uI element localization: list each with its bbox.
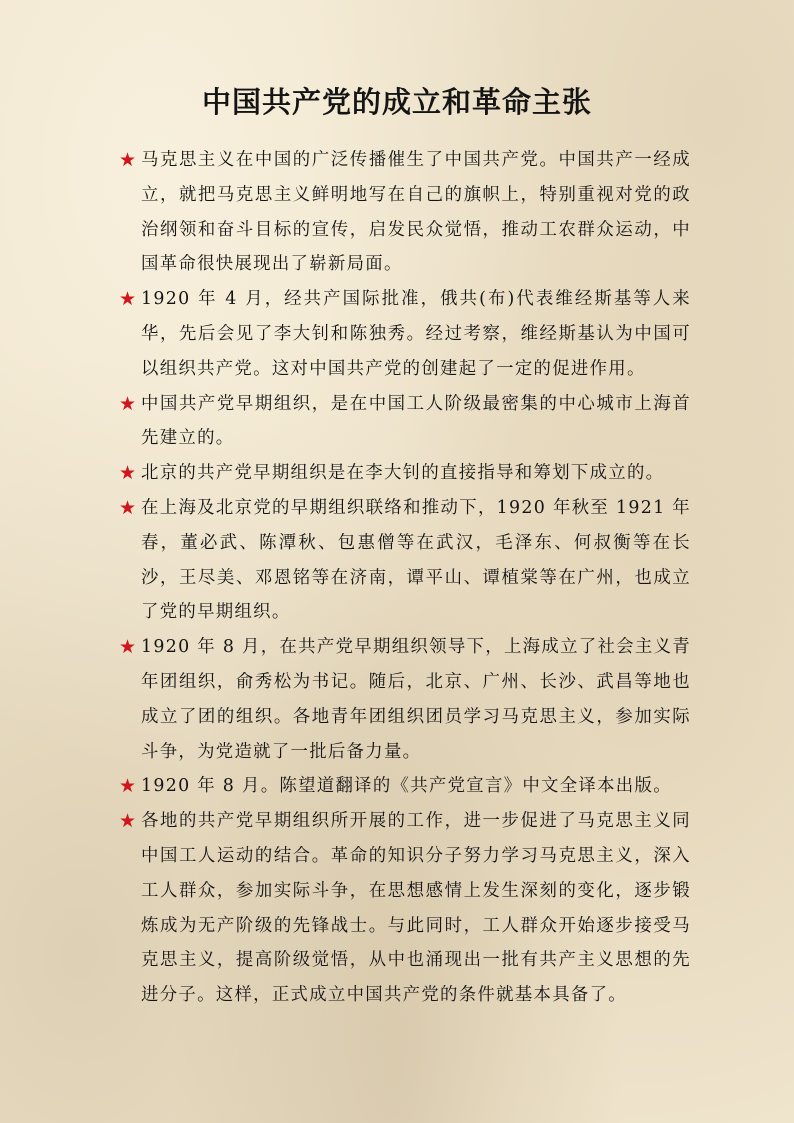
star-icon: ★	[119, 149, 138, 171]
list-item-text: 在上海及北京党的早期组织联络和推动下，1920 年秋至 1921 年春，董必武、陈潭秋、包惠僧等在武汉，毛泽东、何叔衡等在长沙，王尽美、邓恩铭等在济南，谭平山、谭植棠等在广州，也成立了党的早期组织。	[141, 497, 691, 623]
bullet-list	[119, 143, 691, 1013]
list-item-text: 马克思主义在中国的广泛传播催生了中国共产党。中国共产一经成立，就把马克思主义鲜明地写在自己的旗帜上，特别重视对党的政治纲领和奋斗目标的宣传，启发民众觉悟，推动工农群众运动，中国革命很快展现出了崭新局面。	[141, 150, 691, 275]
list-item	[119, 387, 691, 457]
star-icon: ★	[119, 496, 138, 519]
list-item-text: 1920 年 8 月。陈望道翻译的《共产党宣言》中文全译本出版。	[141, 776, 672, 797]
list-item	[119, 456, 691, 491]
list-item	[119, 804, 691, 1013]
list-item	[119, 630, 691, 769]
star-icon: ★	[119, 775, 138, 798]
list-item-text: 中国共产党早期组织，是在中国工人阶级最密集的中心城市上海首先建立的。	[141, 393, 691, 449]
list-item-text: 各地的共产党早期组织所开展的工作，进一步促进了马克思主义同中国工人运动的结合。革命的知识分子努力学习马克思主义，深入工人群众，参加实际斗争，在思想感情上发生深刻的变化，逐步锻炼成为无产阶级的先锋战士。与此同时，工人群众开始逐步接受马克思主义，提高阶级觉悟，从中也涌现出一批有共产主义思想的先进分子。这样，正式成立中国共产党的条件就基本具备了。	[141, 811, 691, 1006]
list-item-text: 北京的共产党早期组织是在李大钊的直接指导和筹划下成立的。	[141, 463, 665, 484]
star-icon: ★	[119, 392, 138, 415]
list-item	[119, 491, 691, 630]
list-item-text: 1920 年 8 月，在共产党早期组织领导下，上海成立了社会主义青年团组织，俞秀松为书记。随后，北京、广州、长沙、武昌等地也成立了团的组织。各地青年团组织团员学习马克思主义，参加实际斗争，为党造就了一批后备力量。	[141, 637, 691, 762]
star-icon: ★	[119, 462, 138, 485]
list-item	[119, 769, 691, 804]
list-item-text: 1920 年 4 月，经共产国际批准，俄共(布)代表维经斯基等人来华，先后会见了李大钊和陈独秀。经过考察，维经斯基认为中国可以组织共产党。这对中国共产党的创建起了一定的促进作用。	[141, 289, 691, 379]
page-title: 中国共产党的成立和革命主张	[201, 85, 592, 119]
list-item	[119, 143, 691, 282]
list-item	[119, 282, 691, 386]
star-icon: ★	[119, 636, 138, 659]
star-icon: ★	[119, 288, 138, 311]
star-icon: ★	[119, 810, 138, 833]
